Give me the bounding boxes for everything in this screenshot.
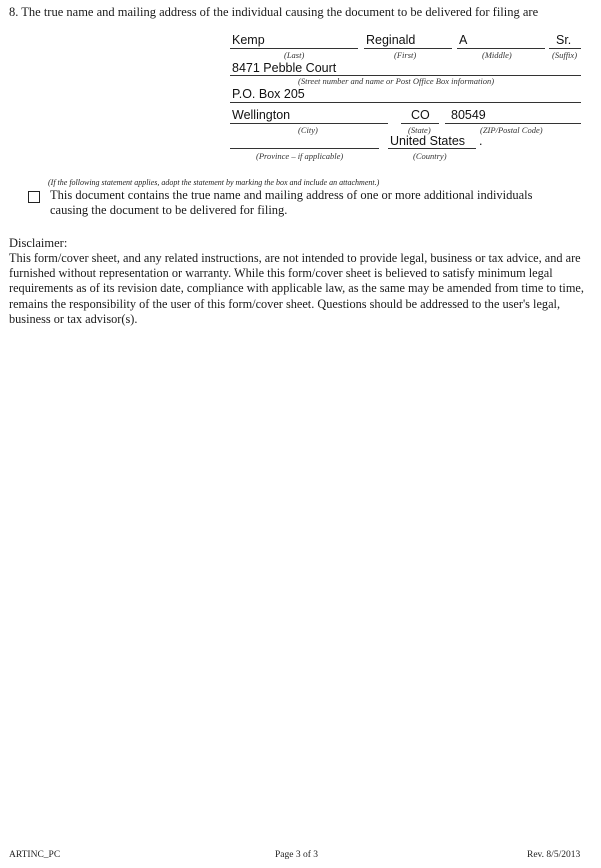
first-caption: (First) [394, 50, 417, 60]
first-name-line [364, 48, 452, 49]
last-name-value[interactable]: Kemp [232, 33, 265, 47]
section-heading: 8. The true name and mailing address of the individual causing the document to be delivered for filing are [9, 5, 539, 19]
city-line [230, 123, 388, 124]
zip-value[interactable]: 80549 [451, 108, 486, 122]
middle-name-value[interactable]: A [459, 33, 468, 47]
address-line2-value[interactable]: P.O. Box 205 [232, 87, 305, 101]
last-caption: (Last) [284, 50, 305, 60]
disclaimer-title: Disclaimer: [9, 236, 68, 250]
footer-page-number: Page 3 of 3 [275, 850, 319, 860]
suffix-caption: (Suffix) [552, 50, 578, 60]
zip-line [445, 123, 581, 124]
middle-name-line [457, 48, 545, 49]
country-line [388, 148, 476, 149]
disclaimer-text: This form/cover sheet, and any related instructions, are not intended to provide legal, business or tax advice, and are furnished without representation or warranty. While this form/cover sheet is believed to satisfy minimum legal requirements as of its revision date, compliance with applicable law, as the same may be amended from time to time, remains the responsibility of the user of this form/cover sheet. Questions should be addressed to the user's legal, business or tax advisor(s). [9, 251, 584, 326]
country-value[interactable]: United States [390, 134, 466, 148]
additional-individuals-checkbox[interactable] [28, 191, 40, 203]
country-caption: (Country) [413, 151, 447, 161]
first-name-value[interactable]: Reginald [366, 33, 416, 47]
last-name-line [230, 48, 358, 49]
state-caption: (State) [408, 125, 431, 135]
zip-caption: (ZIP/Postal Code) [480, 125, 543, 135]
state-value[interactable]: CO [411, 108, 430, 122]
country-period: . [479, 134, 483, 148]
street-caption: (Street number and name or Post Office Box information) [298, 76, 495, 86]
province-line [230, 148, 379, 149]
footer-form-id: ARTINC_PC [9, 850, 61, 860]
footer-revision: Rev. 8/5/2013 [527, 850, 581, 860]
province-caption: (Province – if applicable) [256, 151, 344, 161]
address-line2-line [230, 102, 581, 103]
middle-caption: (Middle) [482, 50, 512, 60]
city-value[interactable]: Wellington [232, 108, 291, 122]
city-caption: (City) [298, 125, 318, 135]
state-line [401, 123, 439, 124]
checkbox-instruction: (If the following statement applies, adopt the statement by marking the box and include an attachment.) [48, 178, 380, 187]
checkbox-statement: This document contains the true name and mailing address of one or more additional individuals causing the document to be delivered for filing. [50, 188, 533, 217]
street-value[interactable]: 8471 Pebble Court [232, 61, 337, 75]
suffix-line [549, 48, 581, 49]
suffix-value[interactable]: Sr. [556, 33, 572, 47]
